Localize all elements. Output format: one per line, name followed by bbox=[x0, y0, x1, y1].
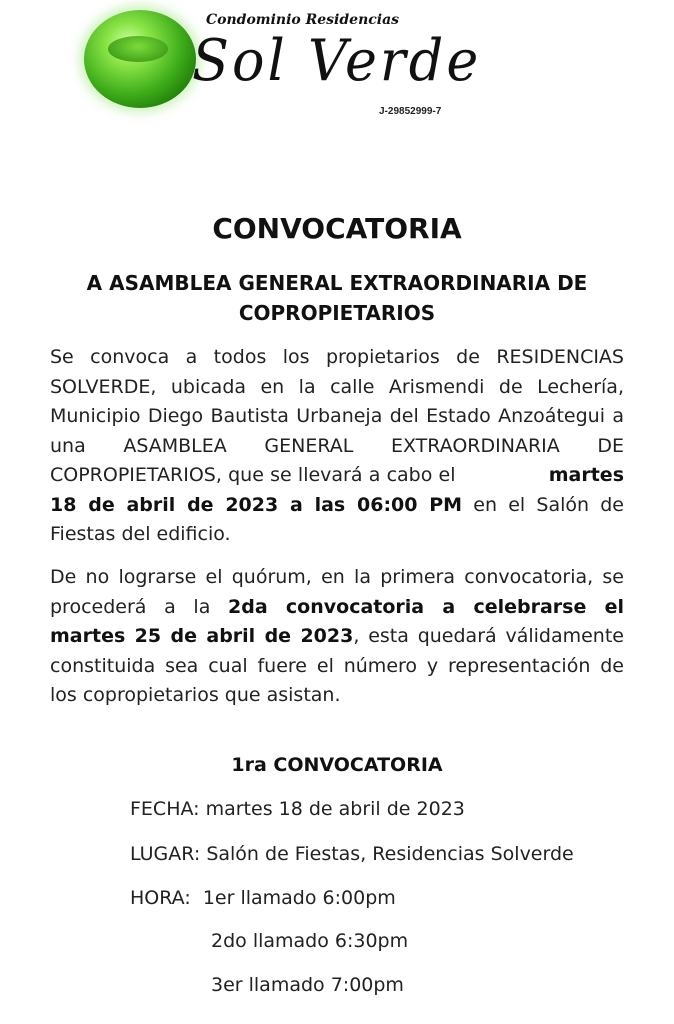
paragraph-convocation bbox=[50, 343, 624, 550]
schedule-fecha: FECHA: martes 18 de abril de 2023 bbox=[130, 798, 465, 820]
schedule-title: 1ra CONVOCATORIA bbox=[231, 754, 443, 776]
paragraph-quorum bbox=[50, 563, 624, 711]
paragraph2-date: 2da convocatoria a celebrarse el martes 25 de abril de 2023 bbox=[50, 595, 624, 647]
subtitle: A ASAMBLEA GENERAL EXTRAORDINARIA DE COPROPIETARIOS bbox=[86, 271, 588, 325]
paragraph1-end: en el Salón de Fiestas del edificio. bbox=[50, 493, 624, 545]
paragraph1-date: martes 18 de abril de 2023 a las 06:00 PM bbox=[50, 464, 625, 516]
schedule-hora-2: 2do llamado 6:30pm bbox=[211, 930, 409, 952]
logo-rif: J-29852999-7 bbox=[379, 106, 442, 117]
logo-main-text: Sol Verde bbox=[192, 27, 482, 94]
schedule-hora-3: 3er llamado 7:00pm bbox=[211, 974, 404, 996]
green-ball-logo-icon bbox=[84, 10, 196, 108]
schedule-hora: HORA: 1er llamado 6:00pm bbox=[130, 887, 396, 909]
paragraph1-text: Se convoca a todos los propietarios de RESIDENCIAS SOLVERDE, ubicada en la calle Arismendi de Lechería, Municipio Diego Bautista Urbaneja del Estado Anzoátegui a una ASAMBLEA GENERAL EXTRAORDINARIA DE COPROPIETARIOS, que se llevará a cabo el bbox=[50, 346, 624, 486]
page-title: CONVOCATORIA bbox=[212, 212, 462, 245]
paragraph2-text: De no lograrse el quórum, en la primera convocatoria, se procederá a la bbox=[50, 566, 624, 618]
condominium-logo bbox=[84, 8, 484, 126]
paragraph2-end: , esta quedará válidamente constituida sea cual fuere el número y representación de los copropietarios que asistan. bbox=[50, 625, 624, 706]
logo-top-text: Condominio Residencias bbox=[206, 12, 400, 28]
schedule-lugar: LUGAR: Salón de Fiestas, Residencias Solverde bbox=[130, 843, 574, 865]
